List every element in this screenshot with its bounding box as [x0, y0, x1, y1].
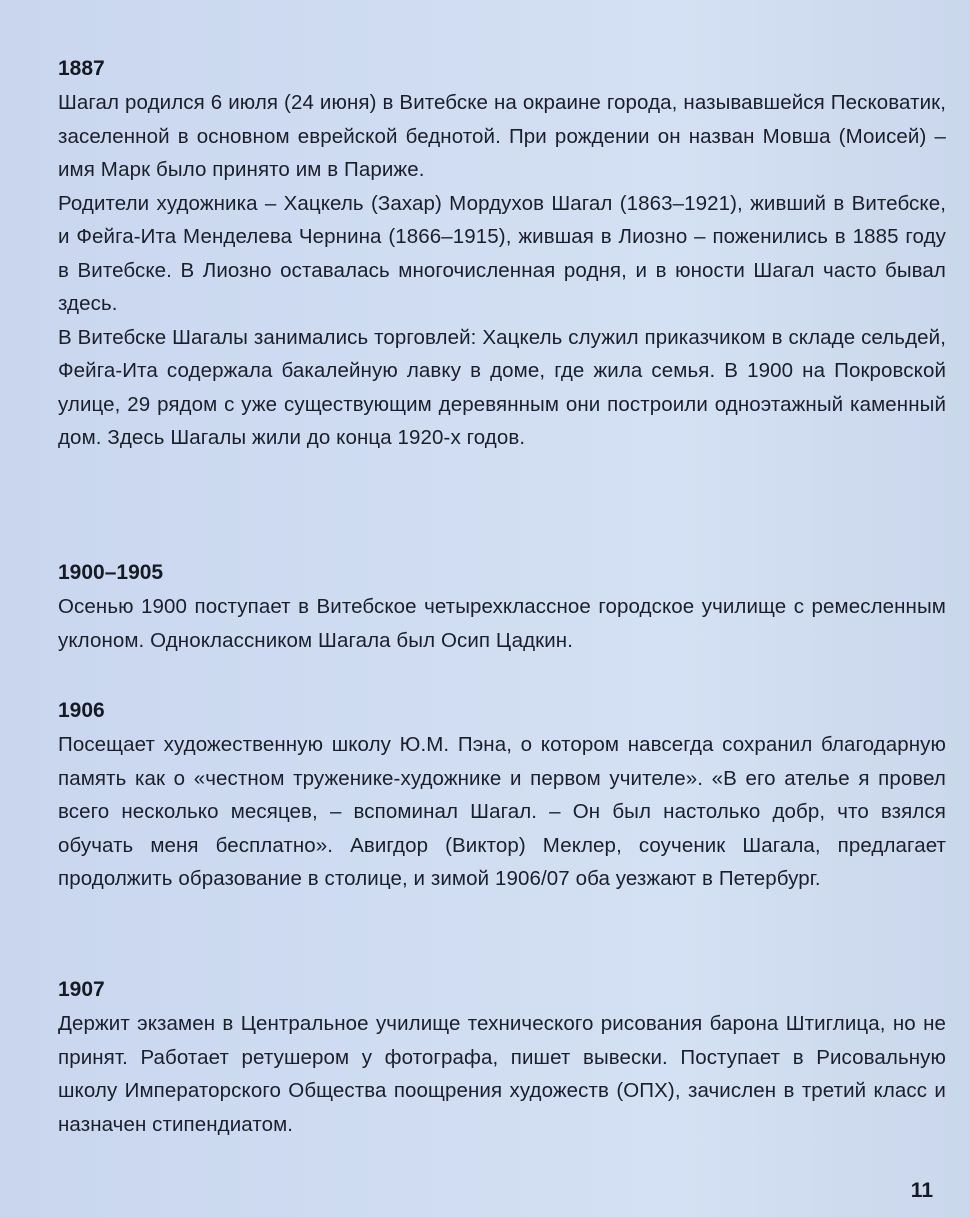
entry-year: 1907 — [58, 978, 105, 1001]
entry-1907 — [58, 975, 946, 1141]
entry-1887 — [58, 54, 946, 455]
entry-1906 — [58, 696, 946, 896]
page-number: 11 — [910, 1179, 933, 1202]
entry-paragraph: В Витебске Шагалы занимались торговлей: Хацкель служил приказчиком в складе сельдей, Фейга-Ита содержала бакалейную лавку в доме, где жила семья. В 1900 на Покровской улице, 29 рядом с уже существующим деревянным они построили одноэтажный каменный дом. Здесь Шагалы жили до конца 1920-х годов. — [58, 325, 946, 449]
entry-paragraph: Родители художника – Хацкель (Захар) Мордухов Шагал (1863–1921), живший в Витебске, и Фейга-Ита Менделева Чернина (1866–1915), жившая в Лиозно – поженились в 1885 году в Витебске. В Лиозно оставалась многочисленная родня, и в юности Шагал часто бывал здесь. — [58, 191, 946, 315]
entry-year: 1900–1905 — [58, 561, 164, 584]
entry-year: 1887 — [58, 57, 105, 80]
entry-paragraph: Осенью 1900 поступает в Витебское четырехклассное городское училище с ремесленным уклоном. Одноклассником Шагала был Осип Цадкин. — [58, 595, 946, 652]
entry-paragraph: Шагал родился 6 июля (24 июня) в Витебске на окраине города, называвшейся Песковатик, заселенной в основном еврейской беднотой. При рождении он назван Мовша (Моисей) – имя Марк было принято им в Париже. — [58, 91, 946, 181]
entry-paragraph: Держит экзамен в Центральное училище технического рисования барона Штиглица, но не принят. Работает ретушером у фотографа, пишет вывески. Поступает в Рисовальную школу Императорского Общества поощрения художеств (ОПХ), зачислен в третий класс и назначен стипендиатом. — [58, 1012, 946, 1136]
entry-1900-1905 — [58, 558, 946, 657]
page-content — [58, 54, 946, 1136]
entry-year: 1906 — [58, 699, 105, 722]
entry-paragraph: Посещает художественную школу Ю.М. Пэна, о котором навсегда сохранил благодарную память как о «честном труженике-художнике и первом учителе». «В его ателье я провел всего несколько месяцев, – вспоминал Шагал. – Он был настолько добр, что взялся обучать меня бесплатно». Авигдор (Виктор) Меклер, соученик Шагала, предлагает продолжить образование в столице, и зимой 1906/07 оба уезжают в Петербург. — [58, 733, 946, 890]
